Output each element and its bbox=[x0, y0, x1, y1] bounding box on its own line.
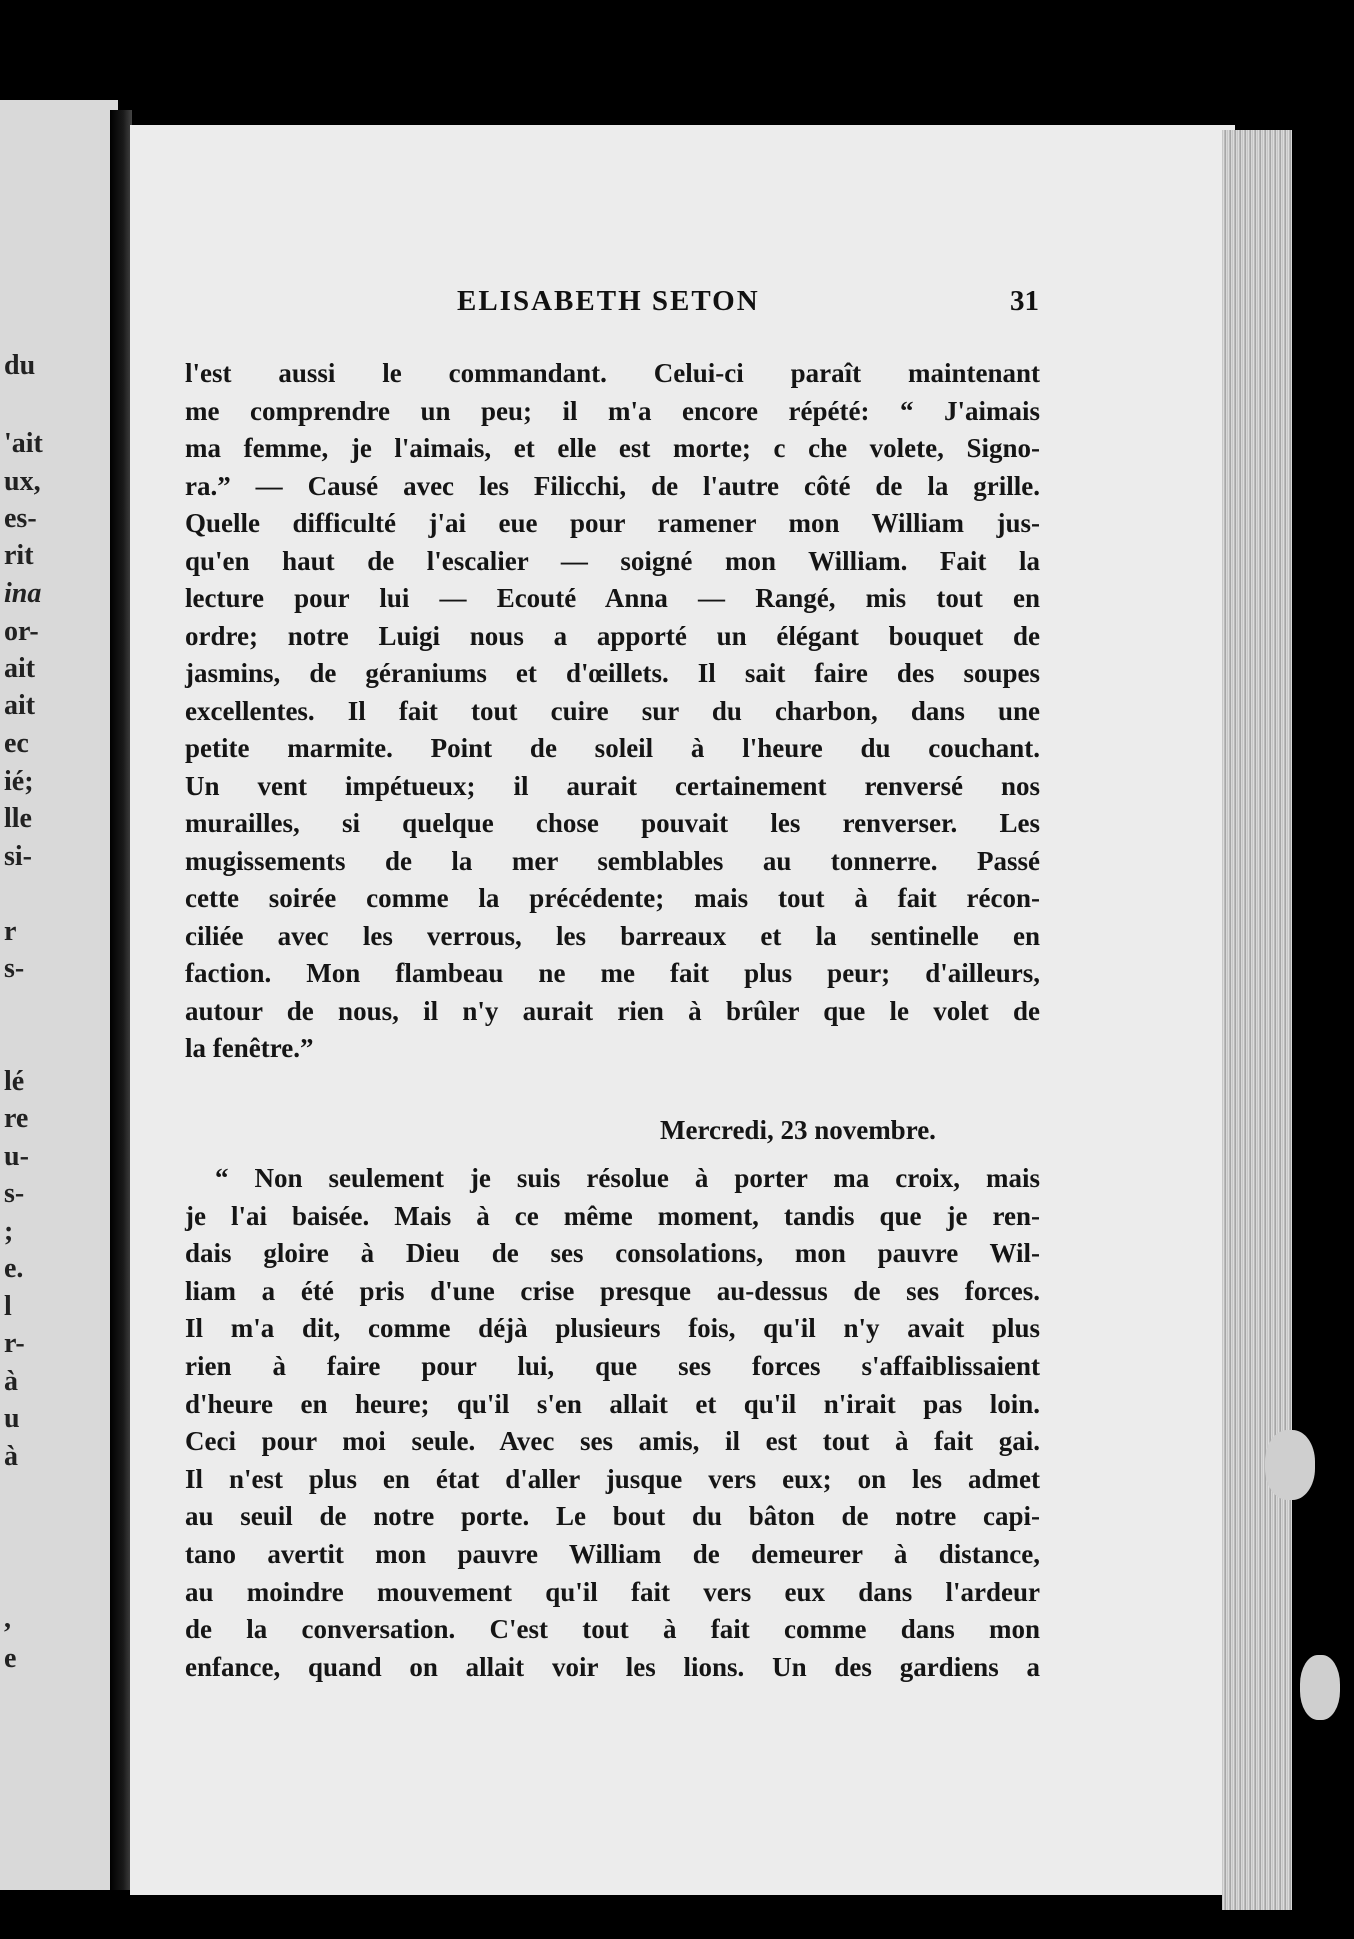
facing-page-text: si- bbox=[4, 841, 32, 872]
facing-page-text: ux, bbox=[4, 466, 41, 497]
facing-page-text: ina bbox=[4, 578, 42, 609]
text-line: dais gloire à Dieu de ses consolations, mon pauvre Wil- bbox=[185, 1238, 1040, 1269]
text-line: lecture pour lui — Ecouté Anna — Rangé, mis tout en bbox=[185, 583, 1040, 613]
text-line: autour de nous, il n'y aurait rien à brûler que le volet de bbox=[185, 995, 1040, 1026]
text-line: faction. Mon flambeau ne me fait plus peur; d'ailleurs, bbox=[185, 958, 1040, 988]
text-line: je l'ai baisée. Mais à ce même moment, tandis que je ren- bbox=[185, 1200, 1040, 1231]
text-line: excellentes. Il fait tout cuire sur du charbon, dans une bbox=[185, 695, 1040, 726]
text-line: tano avertit mon pauvre William de demeurer à distance, bbox=[185, 1538, 1040, 1569]
facing-page-text: es- bbox=[4, 503, 37, 534]
facing-page-text: l bbox=[4, 1291, 12, 1322]
paper-damage-mark bbox=[1265, 1430, 1315, 1500]
facing-page-text: ié; bbox=[4, 766, 34, 797]
text-line: d'heure en heure; qu'il s'en allait et qu'il n'irait pas loin. bbox=[185, 1388, 1040, 1419]
facing-page-text: re bbox=[4, 1103, 29, 1134]
book-page bbox=[130, 125, 1235, 1895]
text-line: ra.” — Causé avec les Filicchi, de l'autre côté de la grille. bbox=[185, 470, 1040, 501]
text-line: de la conversation. C'est tout à fait comme dans mon bbox=[185, 1614, 1040, 1645]
facing-page-text: u- bbox=[4, 1141, 29, 1172]
text-line: Quelle difficulté j'ai eue pour ramener mon William jus- bbox=[185, 508, 1040, 538]
text-line: cette soirée comme la précédente; mais tout à fait récon- bbox=[185, 883, 1040, 913]
text-line: au moindre mouvement qu'il fait vers eux dans l'ardeur bbox=[185, 1576, 1040, 1607]
text-line: rien à faire pour lui, que ses forces s'affaiblissaient bbox=[185, 1350, 1040, 1381]
facing-page-text: , bbox=[4, 1603, 11, 1634]
text-line: murailles, si quelque chose pouvait les renverser. Les bbox=[185, 808, 1040, 838]
text-line: ma femme, je l'aimais, et elle est morte; c che volete, Signo- bbox=[185, 433, 1040, 463]
facing-page-text: rit bbox=[4, 540, 34, 571]
facing-page-text: lle bbox=[4, 803, 32, 834]
facing-page-text: s- bbox=[4, 953, 25, 984]
facing-page-text: ait bbox=[4, 653, 36, 684]
text-line: ciliée avec les verrous, les barreaux et la sentinelle en bbox=[185, 920, 1040, 951]
text-line: petite marmite. Point de soleil à l'heure du couchant. bbox=[185, 733, 1040, 763]
text-line: Ceci pour moi seule. Avec ses amis, il est tout à fait gai. bbox=[185, 1426, 1040, 1457]
facing-page-text: à bbox=[4, 1366, 18, 1397]
text-line: ordre; notre Luigi nous a apporté un élégant bouquet de bbox=[185, 620, 1040, 651]
text-line: Il n'est plus en état d'aller jusque vers eux; on les admet bbox=[185, 1463, 1040, 1494]
paragraph-1 bbox=[185, 355, 1040, 1068]
page-number: 31 bbox=[1010, 285, 1039, 317]
facing-page-text: ; bbox=[4, 1216, 14, 1247]
facing-page-text: ait bbox=[4, 690, 36, 721]
text-line: l'est aussi le commandant. Celui-ci paraît maintenant bbox=[185, 358, 1040, 388]
text-line: Un vent impétueux; il aurait certainement renversé nos bbox=[185, 770, 1040, 801]
text-line: qu'en haut de l'escalier — soigné mon William. Fait la bbox=[185, 545, 1040, 576]
facing-page-text: du bbox=[4, 350, 36, 381]
facing-page-text: e bbox=[4, 1643, 17, 1674]
text-line: “ Non seulement je suis résolue à porter ma croix, mais bbox=[215, 1163, 1040, 1193]
text-line: liam a été pris d'une crise presque au-dessus de ses forces. bbox=[185, 1275, 1040, 1306]
facing-page-text: u bbox=[4, 1403, 20, 1434]
text-line: jasmins, de géraniums et d'œillets. Il sait faire des soupes bbox=[185, 658, 1040, 688]
paper-damage-mark bbox=[1300, 1655, 1340, 1720]
facing-page-text: or- bbox=[4, 616, 39, 647]
facing-page-text: 'ait bbox=[4, 428, 43, 459]
facing-page-text: r bbox=[4, 916, 17, 947]
paragraph-2 bbox=[185, 1160, 1040, 1686]
text-line: enfance, quand on allait voir les lions. Un des gardiens a bbox=[185, 1651, 1040, 1682]
page-header bbox=[130, 285, 1235, 325]
facing-page-text: e. bbox=[4, 1253, 24, 1284]
text-line: Il m'a dit, comme déjà plusieurs fois, qu'il n'y avait plus bbox=[185, 1313, 1040, 1344]
facing-page-text: lé bbox=[4, 1066, 25, 1097]
facing-page-text: ec bbox=[4, 728, 29, 759]
text-line: au seuil de notre porte. Le bout du bâton de notre capi- bbox=[185, 1501, 1040, 1532]
facing-page-fragment bbox=[0, 100, 118, 1890]
running-title: ELISABETH SETON bbox=[457, 285, 760, 317]
text-line: la fenêtre.” bbox=[185, 1033, 314, 1063]
dateline: Mercredi, 23 novembre. bbox=[660, 1115, 936, 1145]
text-line: me comprendre un peu; il m'a encore répété: “ J'aimais bbox=[185, 395, 1040, 426]
book-gutter bbox=[110, 110, 132, 1890]
facing-page-text: à bbox=[4, 1441, 18, 1472]
page-edges bbox=[1222, 130, 1292, 1910]
facing-page-text: s- bbox=[4, 1178, 25, 1209]
facing-page-text: r- bbox=[4, 1328, 25, 1359]
text-line: mugissements de la mer semblables au tonnerre. Passé bbox=[185, 845, 1040, 876]
